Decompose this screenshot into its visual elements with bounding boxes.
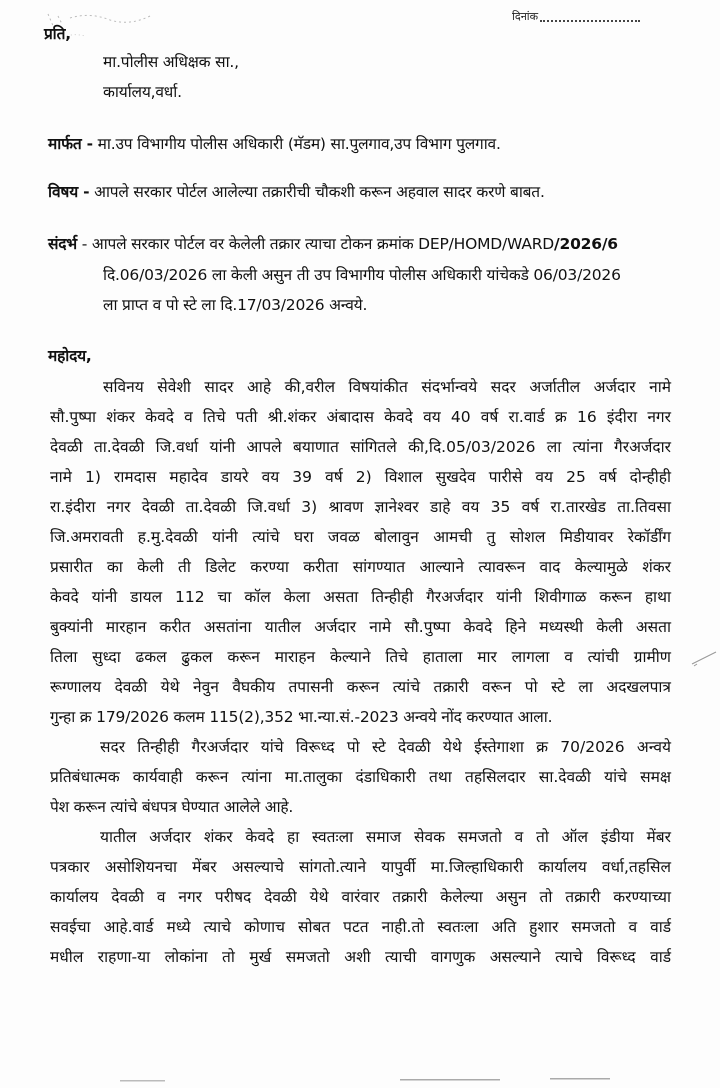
salutation: महोदय, — [48, 347, 92, 365]
reference-text-1: - आपले सरकार पोर्टल वर केलेली तक्रार त्याचा टोकन क्रमांक DEP/HOMD/WARD — [81, 235, 555, 253]
body-line: रा.इंदीरा नगर देवळी ता.देवळी जि.वर्धा 3) श्रावण ज्ञानेश्वर डाहे वय 35 वर्ष रा.तारखेड ता.तिवसा — [50, 498, 671, 516]
body-line: पेश करून त्यांचे बंधपत्र घेण्यात आलेले आहे. — [50, 798, 294, 816]
reference-line-2: दि.06/03/2026 ला केली असुन ती उप विभागीय पोलीस अधिकारी यांचेकडे 06/03/2026 — [103, 266, 621, 284]
through-text: मा.उप विभागीय पोलीस अधिकारी (मॅडम) सा.पुलगाव,उप विभाग पुलगाव. — [97, 135, 501, 153]
recipient-line-1: मा.पोलीस अधिक्षक सा., — [103, 53, 239, 71]
body-line: नामे 1) रामदास महादेव डायरे वय 39 वर्ष 2) विशाल सुखदेव पारीसे वय 25 वर्ष दोन्हीही — [50, 468, 671, 486]
reference-line-3: ला प्राप्त व पो स्टे ला दि.17/03/2026 अन्वये. — [103, 296, 368, 314]
body-line: सविनय सेवेशी सादर आहे की,वरील विषयांकीत संदर्भान्वये सदर अर्जातील अर्जदार नामे — [103, 378, 671, 396]
body-line: कार्यालय देवळी व नगर परीषद देवळी येथे वारंवार तक्रारी केलेल्या असुन तो तक्रारी करण्याच्या — [50, 888, 671, 906]
body-line: गुन्हा क्र 179/2026 कलम 115(2),352 भा.न्या.सं.-2023 अन्वये नोंद करण्यात आला. — [50, 708, 553, 726]
through-label: मार्फत - — [48, 135, 93, 153]
date-label: दिनांक — [512, 10, 539, 23]
body-line: प्रतिबंधात्मक कार्यवाही करून त्यांना मा.तालुका दंडाधिकारी तथा तहसिलदार सा.देवळी यांचे समक्ष — [50, 768, 671, 786]
body-line: सदर तिन्हीही गैरअर्जदार यांचे विरूध्द पो स्टे देवळी येथे ईस्तेगाशा क्र 70/2026 अन्वये — [100, 738, 671, 756]
scan-edge-artifacts — [0, 1070, 720, 1088]
body-line: देवळी ता.देवळी जि.वर्धा यांनी आपले बयाणात सांगितले की,दि.05/03/2026 ला त्यांना गैरअर्जदार — [50, 438, 671, 456]
reference-token-suffix: /2026/6 — [554, 235, 618, 253]
recipient-line-2: कार्यालय,वर्धा. — [103, 83, 182, 101]
date-field — [512, 9, 640, 24]
body-line: जि.अमरावती ह.मु.देवळी यांनी त्यांचे घरा जवळ बोलावुन आमची तु सोशल मिडीयावर रेकॉर्डींग — [50, 528, 671, 546]
body-line: सवईचा आहे.वार्ड मध्ये त्याचे कोणाच सोबत पटत नाही.तो स्वतःला अति हुशार समजतो व वार्ड — [50, 918, 671, 936]
body-line: प्रसारीत का केली ती डिलेट करण्या करीता सांगण्यात आल्याने त्यावरून वाद केल्यामुळे शंकर — [50, 558, 671, 576]
through-line — [48, 134, 501, 154]
body-line: यातील अर्जदार शंकर केवदे हा स्वतःला समाज सेवक समजतो व तो ऑल इंडीया मेंबर — [100, 828, 671, 846]
subject-line — [48, 182, 545, 202]
body-line: बुक्यांनी मारहान करीत असतांना यातील अर्जदार नामे सौ.पुष्पा केवदे हिने मध्यस्थी केली असता — [50, 618, 671, 636]
subject-text: आपले सरकार पोर्टल आलेल्या तक्रारीची चौकशी करून अहवाल सादर करणे बाबत. — [94, 183, 545, 201]
subject-label: विषय - — [48, 183, 90, 201]
body-line: केवदे यांनी डायल 112 चा कॉल केला असता तिन्हीही गैरअर्जदार यांनी शिवीगाळ करून हाथा — [50, 588, 671, 606]
reference-line-1 — [48, 234, 618, 254]
body-line: रूग्णालय देवळी येथे नेवुन वैघकीय तपासनी करून त्यांचे तक्रारी वरून पो स्टे ला अदखलपात्र — [50, 678, 671, 696]
body-line: मधील राहणा-या लोकांना तो मुर्ख समजतो अशी त्याची वागणुक असल्याने त्याचे विरूध्द वार्ड — [50, 948, 671, 966]
body-line: सौ.पुष्पा शंकर केवदे व तिचे पती श्री.शंकर अंबादास केवदे वय 40 वर्ष रा.वार्ड क्र 16 इंदीरा नगर — [50, 408, 671, 426]
body-line: पत्रकार असोशियनचा मेंबर असल्याचे सांगतो.त्याने यापुर्वी मा.जिल्हाधिकारी कार्यालय वर्धा,तहसिल — [50, 858, 671, 876]
body-line: तिला सुध्दा ढकल ढुकल करून माराहन केल्याने तिचे हाताला मार लागला व त्यांची ग्रामीण — [50, 648, 671, 666]
date-blank-dots — [540, 12, 640, 22]
reference-label: संदर्भ — [48, 235, 78, 253]
recipient-prefix: प्रति, — [44, 25, 71, 43]
pen-mark — [690, 648, 720, 668]
